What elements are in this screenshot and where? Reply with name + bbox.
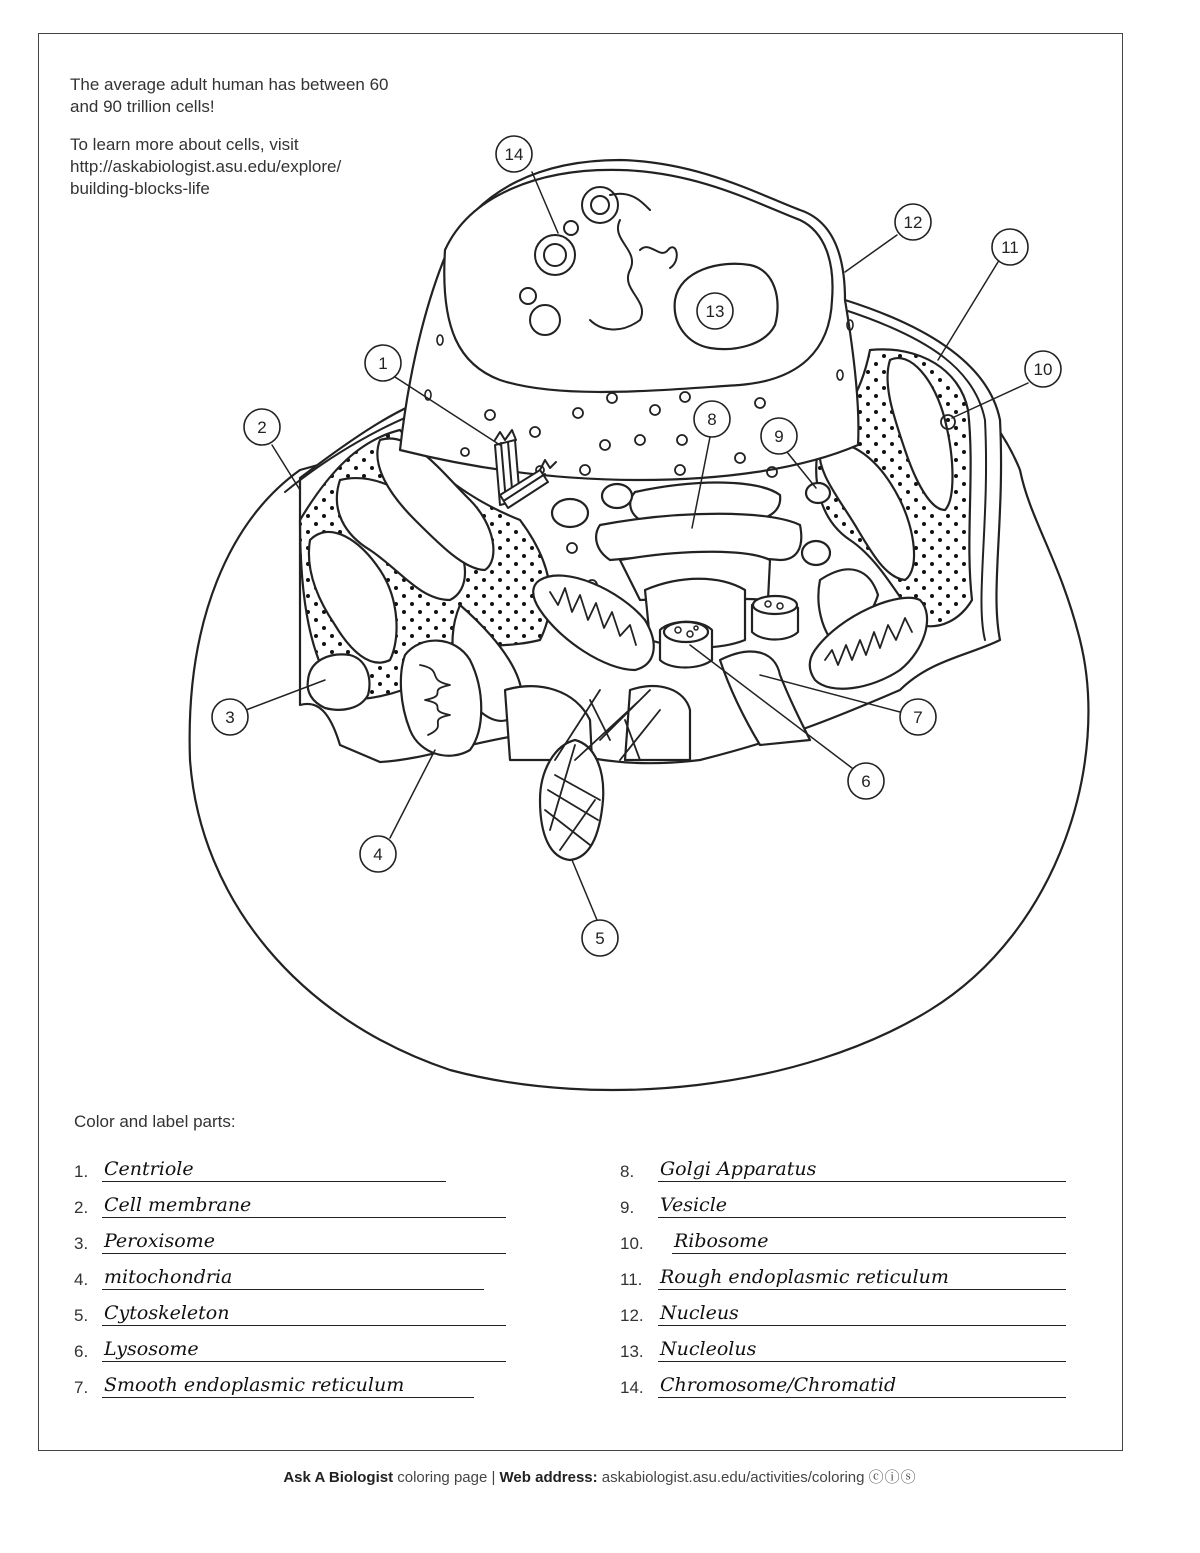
intro-fact-line-1: The average adult human has between 60 [70, 75, 389, 94]
page-footer [0, 1466, 1200, 1487]
answer-number: 9. [620, 1198, 635, 1217]
answer-row-1 [74, 1148, 446, 1182]
answer-row-12 [620, 1292, 1066, 1326]
callout-label-5: 5 [595, 929, 605, 948]
intro-visit-line: To learn more about cells, visit [70, 135, 299, 154]
answer-field-4[interactable]: mitochondria [102, 1266, 484, 1290]
callout-label-8: 8 [707, 410, 717, 429]
answer-row-8 [620, 1148, 1066, 1182]
creative-commons-icon: ⓒⓘⓢ [868, 1469, 917, 1486]
answer-field-13[interactable]: Nucleolus [658, 1338, 1066, 1362]
callout-12 [895, 204, 931, 240]
intro-fact-line-2: and 90 trillion cells! [70, 97, 215, 116]
intro-url-line-2[interactable]: building-blocks-life [70, 179, 210, 198]
answer-number: 14. [620, 1378, 644, 1397]
answer-field-1[interactable]: Centriole [102, 1158, 446, 1182]
callout-8 [694, 401, 730, 437]
answer-number: 4. [74, 1270, 89, 1289]
answer-number: 10. [620, 1234, 644, 1253]
footer-brand: Ask A Biologist [283, 1469, 394, 1486]
answer-row-13 [620, 1328, 1066, 1362]
answer-number: 13. [620, 1342, 644, 1361]
answer-field-12[interactable]: Nucleus [658, 1302, 1066, 1326]
callout-4 [360, 836, 396, 872]
callout-1 [365, 345, 401, 381]
callout-13 [697, 293, 733, 329]
callout-label-12: 12 [903, 213, 923, 232]
callout-label-6: 6 [861, 772, 871, 791]
callout-label-2: 2 [257, 418, 267, 437]
callout-label-13: 13 [705, 302, 725, 321]
callout-5 [582, 920, 618, 956]
answer-row-4 [74, 1256, 484, 1290]
callout-label-1: 1 [378, 354, 388, 373]
callout-11 [992, 229, 1028, 265]
answer-number: 11. [620, 1270, 643, 1289]
answer-field-3[interactable]: Peroxisome [102, 1230, 506, 1254]
callout-10 [1025, 351, 1061, 387]
callout-label-11: 11 [1001, 238, 1019, 257]
callout-label-3: 3 [225, 708, 235, 727]
answer-number: 2. [74, 1198, 89, 1217]
callout-9 [761, 418, 797, 454]
answer-field-10[interactable]: Ribosome [672, 1230, 1066, 1254]
answer-number: 7. [74, 1378, 89, 1397]
answer-row-7 [74, 1364, 474, 1398]
answer-number: 3. [74, 1234, 89, 1253]
answer-row-10 [620, 1220, 1066, 1254]
callout-3 [212, 699, 248, 735]
answer-field-6[interactable]: Lysosome [102, 1338, 506, 1362]
answer-row-11 [620, 1256, 1066, 1290]
intro-url-line-1[interactable]: http://askabiologist.asu.edu/explore/ [70, 157, 342, 176]
answer-row-6 [74, 1328, 506, 1362]
answer-number: 6. [74, 1342, 89, 1361]
callout-label-4: 4 [373, 845, 383, 864]
answer-row-9 [620, 1184, 1066, 1218]
answer-number: 12. [620, 1306, 644, 1325]
answer-field-11[interactable]: Rough endoplasmic reticulum [658, 1266, 1066, 1290]
callout-6 [848, 763, 884, 799]
answer-field-8[interactable]: Golgi Apparatus [658, 1158, 1066, 1182]
answer-number: 1. [74, 1162, 89, 1181]
callout-14 [496, 136, 532, 172]
answer-row-14 [620, 1364, 1066, 1398]
answer-row-2 [74, 1184, 506, 1218]
answer-field-2[interactable]: Cell membrane [102, 1194, 506, 1218]
callout-label-10: 10 [1033, 360, 1053, 379]
answer-field-5[interactable]: Cytoskeleton [102, 1302, 506, 1326]
label-prompt: Color and label parts: [74, 1112, 236, 1131]
answer-field-9[interactable]: Vesicle [658, 1194, 1066, 1218]
callout-label-14: 14 [504, 145, 524, 164]
answer-row-5 [74, 1292, 506, 1326]
answer-number: 8. [620, 1162, 635, 1181]
footer-web-label: Web address: [499, 1469, 598, 1486]
footer-web-address[interactable]: askabiologist.asu.edu/activities/coloring [597, 1469, 869, 1486]
callout-label-7: 7 [913, 708, 923, 727]
answer-field-7[interactable]: Smooth endoplasmic reticulum [102, 1374, 474, 1398]
answer-field-14[interactable]: Chromosome/Chromatid [658, 1374, 1066, 1398]
answer-row-3 [74, 1220, 506, 1254]
callout-7 [900, 699, 936, 735]
callout-2 [244, 409, 280, 445]
answer-number: 5. [74, 1306, 89, 1325]
footer-page-type: coloring page | [393, 1469, 500, 1486]
callout-label-9: 9 [774, 427, 784, 446]
